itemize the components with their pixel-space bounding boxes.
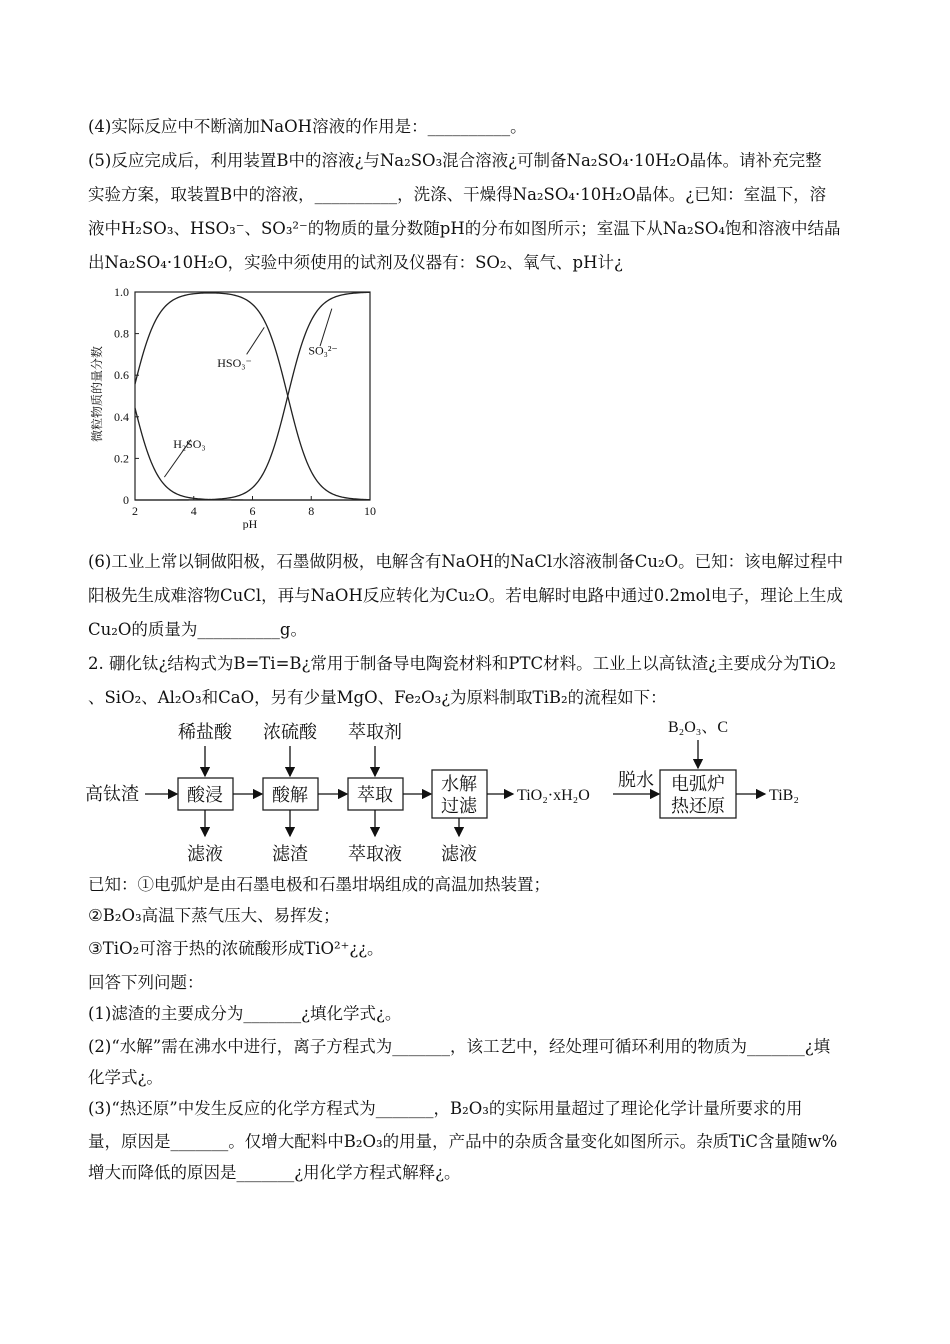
output-filtrate-2: 滤液 [441,844,477,865]
reagent-extractant: 萃取剂 [348,722,402,743]
q6-line-1: (6)工业上常以铜做阳极，石墨做阴极，电解含有NaOH的NaCl水溶液制备Cu₂O。已知：该电解过程中 [88,552,844,571]
q6-line-2: 阳极先生成难溶物CuCl，再与NaOH反应转化为Cu₂O。若电解时电路中通过0.2mol电子，理论上生成 [88,586,843,605]
p2-q1: (1)滤渣的主要成分为_______¿填化学式¿。 [88,1004,402,1023]
step-furnace: 电弧炉 [671,774,725,795]
series-label-0: H₂SO₃ [173,437,206,451]
p2-q2-line-2: 化学式¿。 [88,1068,163,1087]
step-thermal-reduction: 热还原 [671,796,725,817]
p2-q3-line-2: 量，原因是_______。仅增大配料中B₂O₃的用量，产品中的杂质含量变化如图所示。杂质TiC含量随w% [88,1132,838,1151]
series-label-2: SO₃²⁻ [308,343,338,358]
series-leader-1 [247,327,265,354]
output-residue: 滤渣 [272,844,308,865]
p2-intro-1: 2. 硼化钛¿结构式为B=Ti=B¿常用于制备导电陶瓷材料和PTC材料。工业上以高钛渣¿主要成分为TiO₂ [88,654,836,673]
x-tick-label: 4 [190,504,197,518]
x-tick-label: 8 [308,504,315,518]
q5-line-1: (5)反应完成后，利用装置B中的溶液¿与Na₂SO₃混合溶液¿可制备Na₂SO₄·10H₂O晶体。请补充完整 [88,151,822,170]
p2-q3-line-1: (3)“热还原”中发生反应的化学方程式为_______，B₂O₃的实际用量超过了理论化学计量所要求的用 [88,1099,803,1118]
series-line-0 [135,408,370,500]
x-tick-label: 10 [364,504,376,518]
known-2: ②B₂O₃高温下蒸气压大、易挥发； [88,906,340,925]
p2-intro-2: 、SiO₂、Al₂O₃和CaO，另有少量MgO、Fe₂O₃¿为原料制取TiB₂的流程如下： [88,688,667,707]
flow-intermediate: TiO₂·xH₂O [517,787,590,804]
y-tick-label: 0 [123,493,129,507]
q4-line: (4)实际反应中不断滴加NaOH溶液的作用是：__________。 [88,117,527,136]
step-acid-dissolve: 酸解 [272,785,308,806]
output-filtrate-1: 滤液 [187,844,223,865]
p2-q2-line-1: (2)“水解”需在沸水中进行，离子方程式为_______，该工艺中，经处理可循环利用的物质为_______¿填 [88,1037,831,1056]
flow-furnace-input: B₂O₃、C [667,719,729,736]
chart-xlabel: pH [242,517,258,530]
output-extract-liquid: 萃取液 [348,844,402,865]
y-tick-label: 0.6 [114,368,129,383]
known-3: ③TiO₂可溶于热的浓硫酸形成TiO²⁺¿¿。 [88,939,384,958]
x-tick-label: 2 [132,504,138,518]
q5-line-3: 液中H₂SO₃、HSO₃⁻、SO₃²⁻的物质的量分数随pH的分布如图所示；室温下从Na₂SO₄饱和溶液中结晶 [88,219,841,238]
step-hydrolysis: 水解 [441,774,477,795]
q6-line-3: Cu₂O的质量为__________g。 [88,620,307,639]
y-tick-label: 0.4 [114,409,129,424]
step-filter: 过滤 [441,796,477,817]
flow-product: TiB₂ [769,787,799,804]
step-acid-leach: 酸浸 [187,785,223,806]
known-1: 已知：①电弧炉是由石墨电极和石墨坩埚组成的高温加热装置； [88,875,550,894]
x-tick-label: 6 [249,504,256,518]
step-extract: 萃取 [357,785,393,806]
y-tick-label: 0.2 [114,451,129,466]
q5-line-4: 出Na₂SO₄·10H₂O，实验中须使用的试剂及仪器有：SO₂、氧气、pH计¿ [88,253,623,272]
reagent-conc-h2so4: 浓硫酸 [263,722,317,743]
species-distribution-chart [85,282,385,530]
reagent-dilute-hcl: 稀盐酸 [178,722,232,743]
series-leader-2 [320,309,332,346]
flow-start-label: 高钛渣 [85,784,139,805]
flow-dehydrate-label: 脱水 [618,770,654,791]
series-label-1: HSO₃⁻ [217,355,252,370]
answer-prompt: 回答下列问题： [88,973,204,992]
q5-line-2: 实验方案，取装置B中的溶液，__________，洗涤、干燥得Na₂SO₄·10H₂O晶体。¿已知：室温下，溶 [88,185,827,204]
process-flowchart [85,712,885,872]
y-tick-label: 0.8 [114,326,129,341]
y-tick-label: 1.0 [114,285,129,299]
p2-q3-line-3: 增大而降低的原因是_______¿用化学方程式解释¿。 [88,1163,461,1182]
chart-ylabel: 微粒物质的量分数 [90,345,104,443]
